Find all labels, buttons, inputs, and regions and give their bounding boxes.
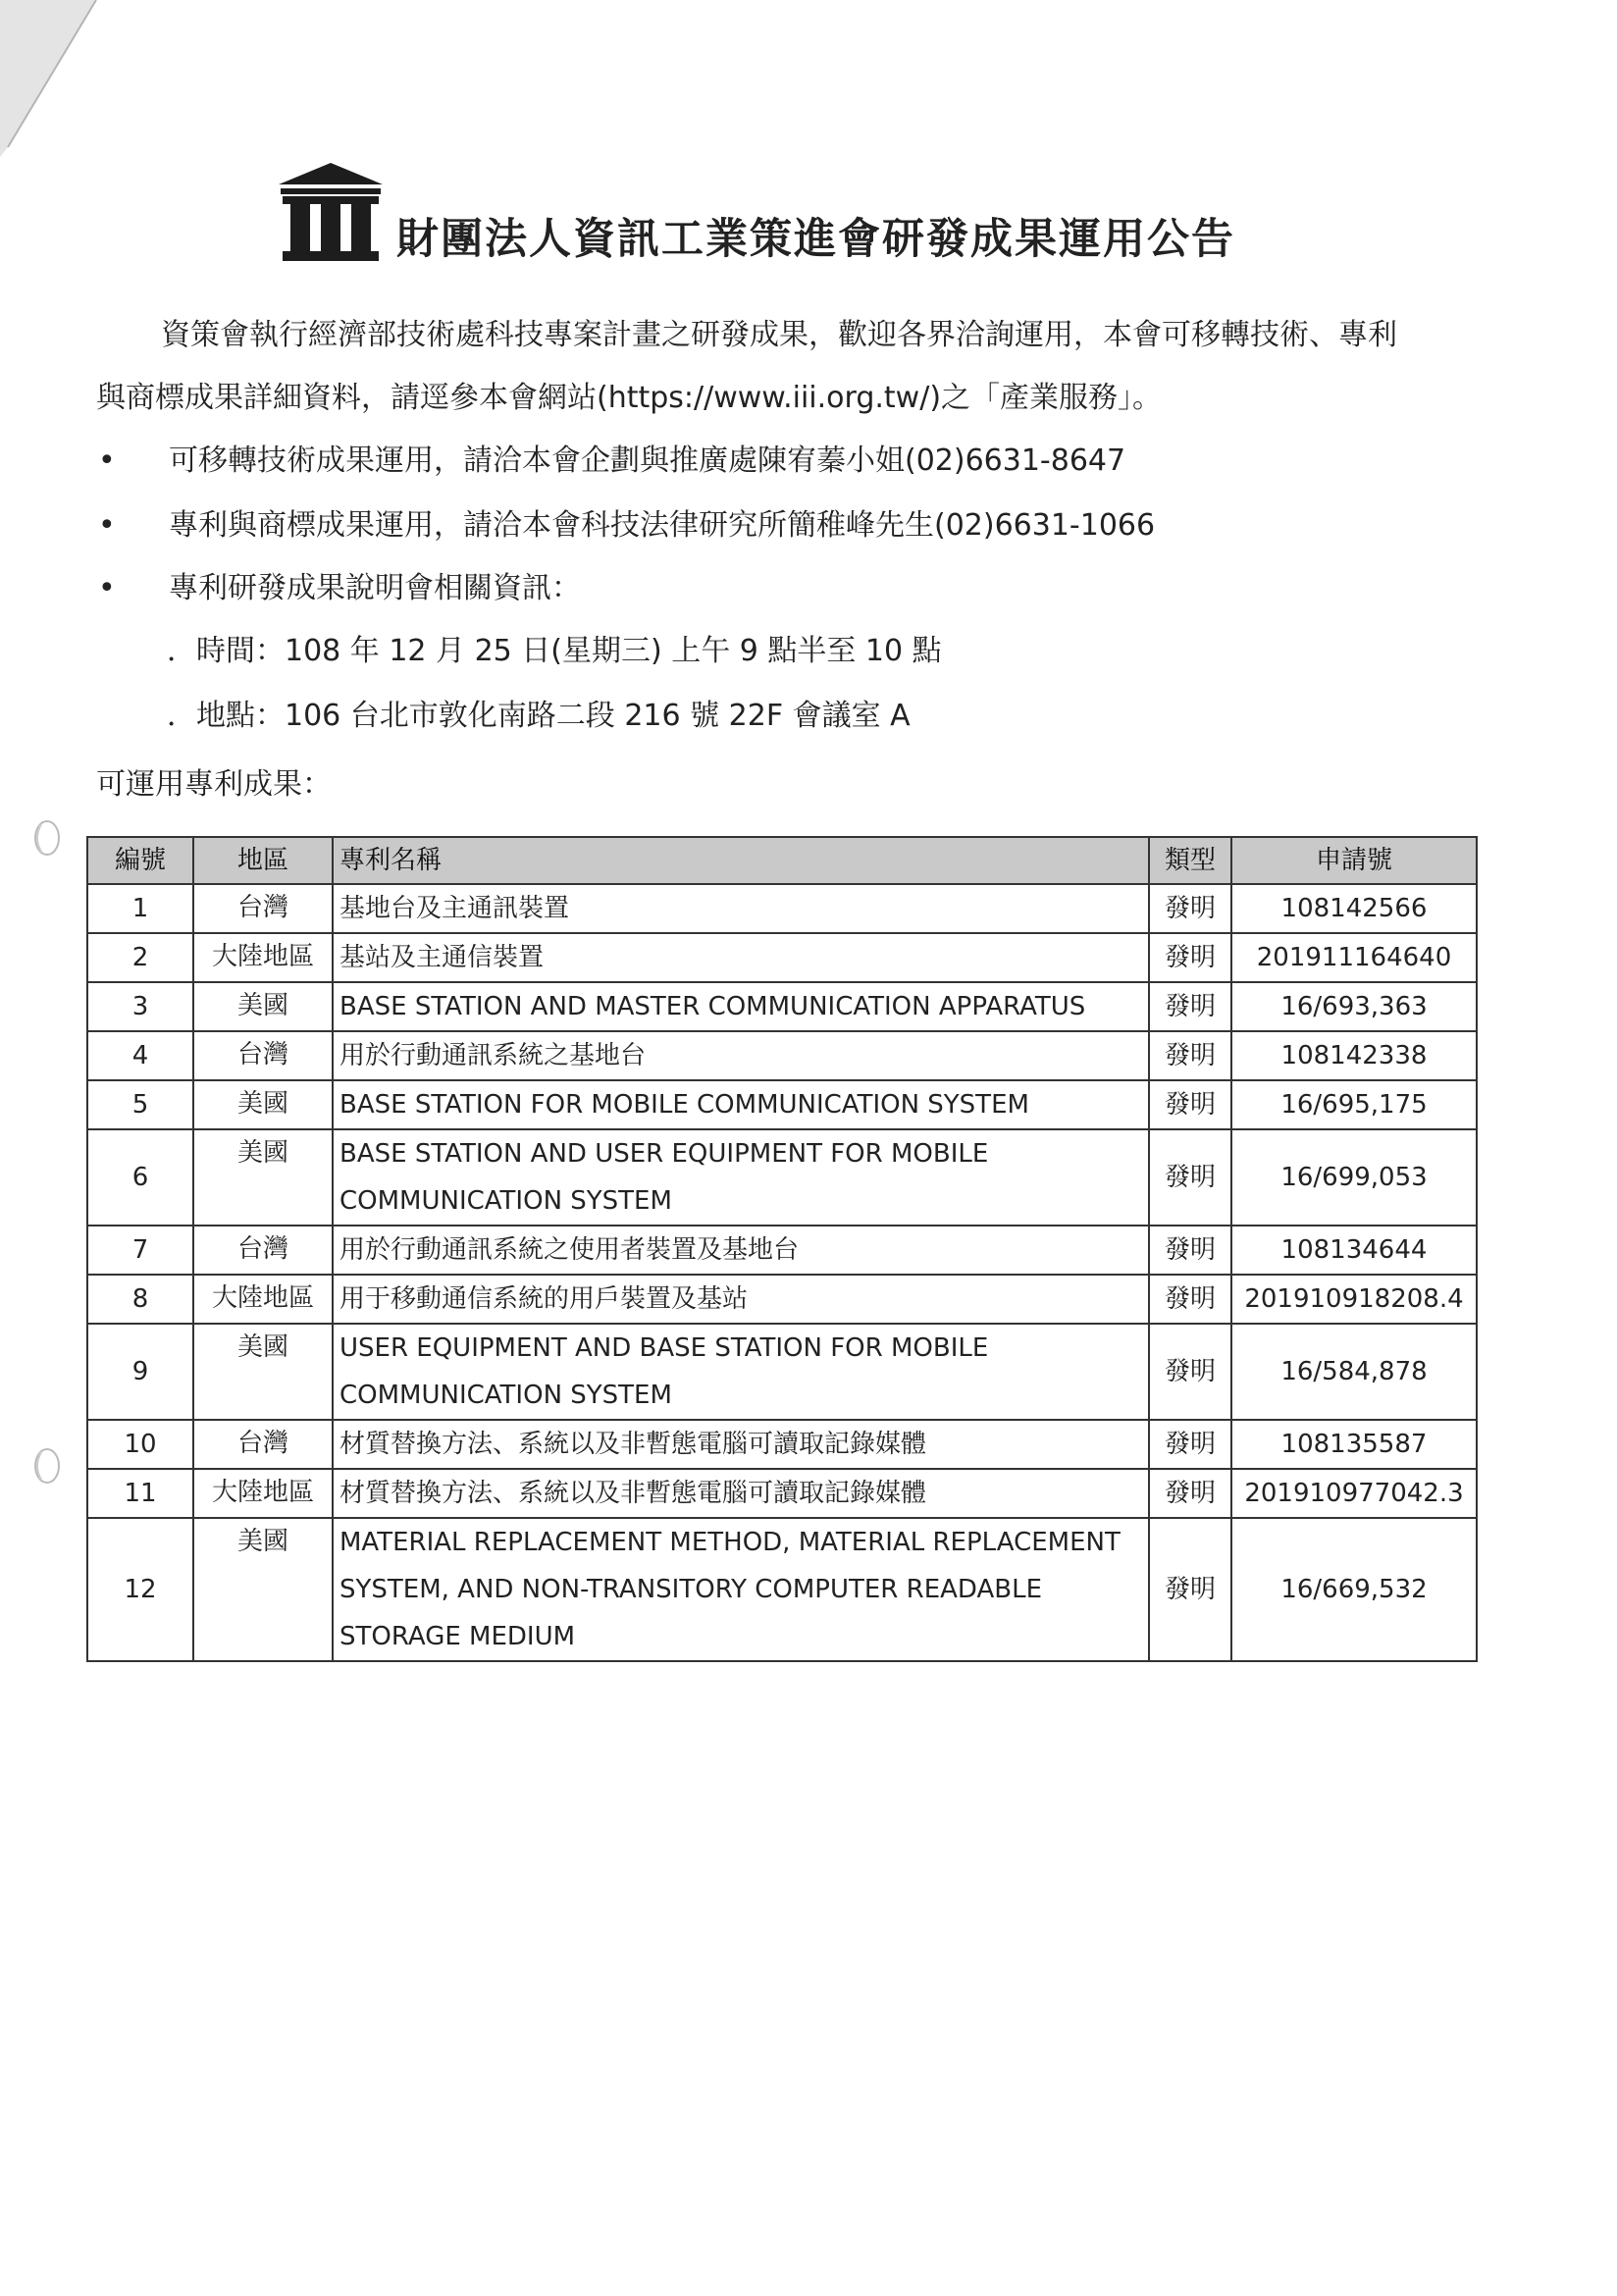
cell-region: 台灣 xyxy=(193,884,333,933)
cell-type: 發明 xyxy=(1149,1324,1231,1420)
cell-app-no: 16/699,053 xyxy=(1231,1129,1477,1226)
cell-region: 大陸地區 xyxy=(193,933,333,982)
cell-region: 美國 xyxy=(193,982,333,1031)
iii-logo xyxy=(273,161,389,265)
header-app-no: 申請號 xyxy=(1231,837,1477,884)
cell-no: 8 xyxy=(87,1275,193,1324)
cell-type: 發明 xyxy=(1149,1226,1231,1275)
cell-no: 11 xyxy=(87,1469,193,1518)
bullet-icon: • xyxy=(98,571,116,605)
table-row xyxy=(87,884,1477,933)
bullet-text: 專利研發成果說明會相關資訊： xyxy=(169,571,581,605)
table-row xyxy=(87,1324,1477,1420)
cell-name: 用於行動通訊系統之使用者裝置及基地台 xyxy=(333,1226,1149,1275)
cell-name: 材質替換方法、系統以及非暫態電腦可讀取記錄媒體 xyxy=(333,1469,1149,1518)
cell-app-no: 108142566 xyxy=(1231,884,1477,933)
cell-type: 發明 xyxy=(1149,1031,1231,1080)
cell-region: 台灣 xyxy=(193,1226,333,1275)
cell-no: 2 xyxy=(87,933,193,982)
table-row xyxy=(87,1080,1477,1129)
punch-hole-mark xyxy=(29,1446,63,1486)
intro-line-2: 與商標成果詳細資料，請逕參本會網站(https://www.iii.org.tw/)之「產業服務」。 xyxy=(96,381,1163,415)
cell-type: 發明 xyxy=(1149,982,1231,1031)
table-header-row xyxy=(87,837,1477,884)
cell-app-no: 201911164640 xyxy=(1231,933,1477,982)
cell-no: 12 xyxy=(87,1518,193,1661)
cell-app-no: 108134644 xyxy=(1231,1226,1477,1275)
cell-type: 發明 xyxy=(1149,933,1231,982)
cell-type: 發明 xyxy=(1149,1129,1231,1226)
cell-region: 台灣 xyxy=(193,1031,333,1080)
cell-no: 4 xyxy=(87,1031,193,1080)
cell-no: 9 xyxy=(87,1324,193,1420)
bullet-text: 專利與商標成果運用，請洽本會科技法律研究所簡稚峰先生(02)6631-1066 xyxy=(169,508,1156,543)
cell-name: 基站及主通信裝置 xyxy=(333,933,1149,982)
cell-app-no: 108142338 xyxy=(1231,1031,1477,1080)
header-name: 專利名稱 xyxy=(333,837,1149,884)
cell-region: 台灣 xyxy=(193,1420,333,1469)
intro-line-1: 資策會執行經濟部技術處科技專案計畫之研發成果，歡迎各界洽詢運用，本會可移轉技術、專利 xyxy=(161,318,1397,352)
cell-region: 美國 xyxy=(193,1080,333,1129)
bullet-text: 可移轉技術成果運用，請洽本會企劃與推廣處陳宥蓁小姐(02)6631-8647 xyxy=(169,444,1126,478)
cell-no: 7 xyxy=(87,1226,193,1275)
cell-region: 大陸地區 xyxy=(193,1275,333,1324)
cell-name: USER EQUIPMENT AND BASE STATION FOR MOBILE COMMUNICATION SYSTEM xyxy=(333,1324,1149,1420)
cell-type: 發明 xyxy=(1149,1080,1231,1129)
cell-app-no: 16/695,175 xyxy=(1231,1080,1477,1129)
cell-app-no: 201910977042.3 xyxy=(1231,1469,1477,1518)
table-row xyxy=(87,1226,1477,1275)
cell-app-no: 201910918208.4 xyxy=(1231,1275,1477,1324)
bullet-icon: • xyxy=(98,508,116,543)
page-title: 財團法人資訊工業策進會研發成果運用公告 xyxy=(396,215,1235,264)
header-region: 地區 xyxy=(193,837,333,884)
cell-no: 5 xyxy=(87,1080,193,1129)
cell-region: 大陸地區 xyxy=(193,1469,333,1518)
cell-name: 基地台及主通訊裝置 xyxy=(333,884,1149,933)
table-row xyxy=(87,982,1477,1031)
table-row xyxy=(87,1031,1477,1080)
table-row xyxy=(87,1469,1477,1518)
punch-hole-mark xyxy=(29,818,63,858)
intro-paragraph xyxy=(96,304,1489,430)
cell-app-no: 16/693,363 xyxy=(1231,982,1477,1031)
cell-name: BASE STATION AND MASTER COMMUNICATION APPARATUS xyxy=(333,982,1149,1031)
cell-type: 發明 xyxy=(1149,1469,1231,1518)
cell-name: MATERIAL REPLACEMENT METHOD, MATERIAL REPLACEMENT SYSTEM, AND NON-TRANSITORY COMPUTER READABLE STORAGE MEDIUM xyxy=(333,1518,1149,1661)
cell-region: 美國 xyxy=(193,1129,333,1226)
page-corner-fold xyxy=(0,0,98,157)
bullet-item xyxy=(96,442,1470,481)
table-row xyxy=(87,1129,1477,1226)
cell-region: 美國 xyxy=(193,1518,333,1661)
session-time: ．時間：108 年 12 月 25 日(星期三) 上午 9 點半至 10 點 xyxy=(167,634,942,668)
header-type: 類型 xyxy=(1149,837,1231,884)
cell-type: 發明 xyxy=(1149,1275,1231,1324)
table-row xyxy=(87,933,1477,982)
cell-name: 用于移動通信系統的用戶裝置及基站 xyxy=(333,1275,1149,1324)
cell-no: 3 xyxy=(87,982,193,1031)
table-row xyxy=(87,1275,1477,1324)
cell-type: 發明 xyxy=(1149,1420,1231,1469)
document-header xyxy=(273,157,1235,265)
cell-no: 10 xyxy=(87,1420,193,1469)
cell-name: 用於行動通訊系統之基地台 xyxy=(333,1031,1149,1080)
table-row xyxy=(87,1518,1477,1661)
header-no: 編號 xyxy=(87,837,193,884)
cell-name: BASE STATION AND USER EQUIPMENT FOR MOBILE COMMUNICATION SYSTEM xyxy=(333,1129,1149,1226)
table-caption: 可運用專利成果： xyxy=(96,767,332,802)
cell-name: BASE STATION FOR MOBILE COMMUNICATION SYSTEM xyxy=(333,1080,1149,1129)
table-row xyxy=(87,1420,1477,1469)
cell-no: 6 xyxy=(87,1129,193,1226)
cell-type: 發明 xyxy=(1149,884,1231,933)
bullet-icon: • xyxy=(98,444,116,478)
cell-type: 發明 xyxy=(1149,1518,1231,1661)
cell-no: 1 xyxy=(87,884,193,933)
cell-app-no: 16/669,532 xyxy=(1231,1518,1477,1661)
bullet-item xyxy=(96,569,1470,608)
patent-table xyxy=(86,836,1478,1662)
bullet-item xyxy=(96,506,1470,546)
cell-region: 美國 xyxy=(193,1324,333,1420)
session-place: ．地點：106 台北市敦化南路二段 216 號 22F 會議室 A xyxy=(167,699,911,733)
cell-app-no: 108135587 xyxy=(1231,1420,1477,1469)
cell-app-no: 16/584,878 xyxy=(1231,1324,1477,1420)
cell-name: 材質替換方法、系統以及非暫態電腦可讀取記錄媒體 xyxy=(333,1420,1149,1469)
